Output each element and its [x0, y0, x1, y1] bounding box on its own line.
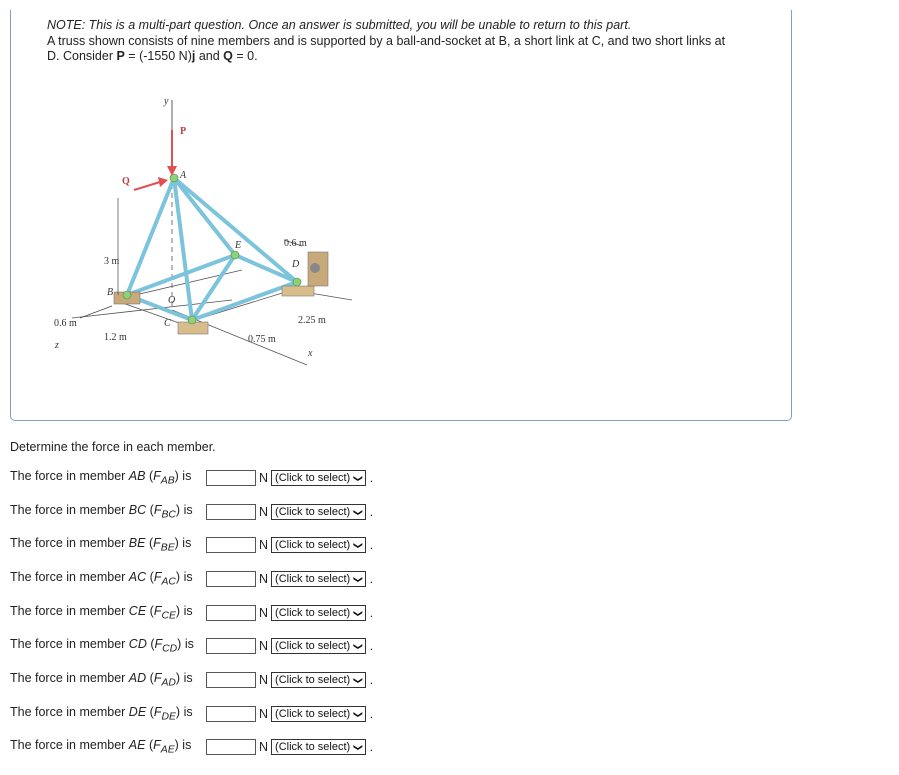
answer-row-ae: [10, 737, 373, 757]
label-z: z: [55, 340, 59, 351]
support-d-base: [282, 286, 314, 296]
chevron-down-icon: ❯: [353, 743, 364, 751]
select-value: (Click to select): [275, 708, 351, 720]
tension-compression-select-cd[interactable]: [271, 638, 366, 654]
force-input-cd[interactable]: [206, 638, 256, 654]
label-q: Q: [122, 176, 130, 187]
question-note: [47, 18, 787, 65]
chevron-down-icon: ❯: [353, 710, 364, 718]
unit-label: N: [259, 740, 269, 754]
select-value: (Click to select): [275, 506, 351, 518]
answer-label: The force in member AD $(F_{AD})$ is: [10, 671, 193, 689]
prompt-text: Determine the force in each member.: [10, 440, 216, 454]
note-line-2: A truss shown consists of nine members and is supported by a ball-and-socket at B, a short link at C, and two short links at: [47, 33, 726, 48]
answer-label: The force in member AB $(F_{AB})$ is: [10, 469, 192, 487]
label-p: P: [180, 126, 187, 137]
chevron-down-icon: ❯: [353, 676, 364, 684]
label-d: D: [292, 259, 300, 270]
tension-compression-select-ab[interactable]: [271, 470, 366, 486]
answer-row-cd: [10, 636, 373, 656]
note-line-3: D. Consider P = (-1550 N)j and Q = 0.: [47, 49, 258, 63]
select-value: (Click to select): [275, 640, 351, 652]
unit-label: N: [259, 673, 269, 687]
force-input-bc[interactable]: [206, 504, 256, 520]
chevron-down-icon: ❯: [353, 474, 364, 482]
chevron-down-icon: ❯: [353, 575, 364, 583]
unit-label: N: [259, 572, 269, 586]
dim-075m: 0.75 m: [248, 334, 276, 345]
row-end-punct: .: [369, 505, 374, 519]
row-end-punct: .: [369, 606, 374, 620]
label-e: E: [235, 240, 242, 251]
chevron-down-icon: ❯: [353, 541, 364, 549]
select-value: (Click to select): [275, 741, 351, 753]
tension-compression-select-ac[interactable]: [271, 571, 366, 587]
note-line-1: NOTE: This is a multi-part question. Once an answer is submitted, you will be unable to return to this part.: [47, 18, 632, 32]
unit-label: N: [259, 505, 269, 519]
answer-row-de: [10, 704, 373, 724]
select-value: (Click to select): [275, 472, 351, 484]
tension-compression-select-ae[interactable]: [271, 739, 366, 755]
unit-label: N: [259, 639, 269, 653]
select-value: (Click to select): [275, 539, 351, 551]
tension-compression-select-ce[interactable]: [271, 605, 366, 621]
load-q-head: [158, 177, 168, 187]
row-end-punct: .: [369, 572, 374, 586]
answer-label: The force in member BC $(F_{BC})$ is: [10, 503, 193, 521]
answer-label: The force in member CD $(F_{CD})$ is: [10, 637, 194, 655]
truss-members: [127, 178, 297, 320]
force-input-be[interactable]: [206, 537, 256, 553]
force-input-de[interactable]: [206, 706, 256, 722]
unit-label: N: [259, 707, 269, 721]
row-end-punct: .: [369, 673, 374, 687]
tension-compression-select-ad[interactable]: [271, 672, 366, 688]
tension-compression-select-bc[interactable]: [271, 504, 366, 520]
tension-compression-select-de[interactable]: [271, 706, 366, 722]
label-c: C: [164, 318, 171, 329]
row-end-punct: .: [369, 639, 374, 653]
support-d-link: [310, 263, 320, 273]
answer-label: The force in member DE $(F_{DE})$ is: [10, 705, 193, 723]
answer-row-be: [10, 535, 373, 555]
row-end-punct: .: [369, 471, 374, 485]
truss-joints: [123, 174, 301, 324]
answer-label: The force in member CE $(F_{CE})$ is: [10, 604, 193, 622]
dim-06m-top: 0.6 m: [284, 238, 307, 249]
select-value: (Click to select): [275, 607, 351, 619]
label-b: B: [107, 287, 114, 298]
label-x: x: [308, 348, 313, 359]
answer-label: The force in member AE $(F_{AE})$ is: [10, 738, 192, 756]
unit-label: N: [259, 606, 269, 620]
force-input-ab[interactable]: [206, 470, 256, 486]
answer-row-ad: [10, 670, 373, 690]
row-end-punct: .: [369, 707, 374, 721]
dim-12m: 1.2 m: [104, 332, 127, 343]
dim-06m-left-line: [80, 306, 112, 318]
load-q-arrow: [134, 182, 160, 190]
force-input-ae[interactable]: [206, 739, 256, 755]
answer-row-ab: [10, 468, 373, 488]
label-o: O: [168, 295, 176, 306]
answer-row-ac: [10, 569, 373, 589]
force-input-ac[interactable]: [206, 571, 256, 587]
label-a: A: [180, 170, 187, 181]
unit-label: N: [259, 538, 269, 552]
label-y: y: [164, 96, 169, 107]
answer-row-bc: [10, 502, 373, 522]
force-input-ad[interactable]: [206, 672, 256, 688]
chevron-down-icon: ❯: [353, 609, 364, 617]
chevron-down-icon: ❯: [353, 642, 364, 650]
tension-compression-select-be[interactable]: [271, 537, 366, 553]
dim-3m: 3 m: [104, 256, 120, 267]
row-end-punct: .: [369, 538, 374, 552]
select-value: (Click to select): [275, 674, 351, 686]
answer-row-ce: [10, 603, 373, 623]
unit-label: N: [259, 471, 269, 485]
force-input-ce[interactable]: [206, 605, 256, 621]
dim-06m-left: 0.6 m: [54, 318, 77, 329]
select-value: (Click to select): [275, 573, 351, 585]
row-end-punct: .: [369, 740, 374, 754]
answer-label: The force in member BE $(F_{BE})$ is: [10, 536, 192, 554]
answer-label: The force in member AC $(F_{AC})$ is: [10, 570, 193, 588]
truss-figure: [52, 90, 372, 380]
dim-225m: 2.25 m: [298, 315, 326, 326]
chevron-down-icon: ❯: [353, 508, 364, 516]
